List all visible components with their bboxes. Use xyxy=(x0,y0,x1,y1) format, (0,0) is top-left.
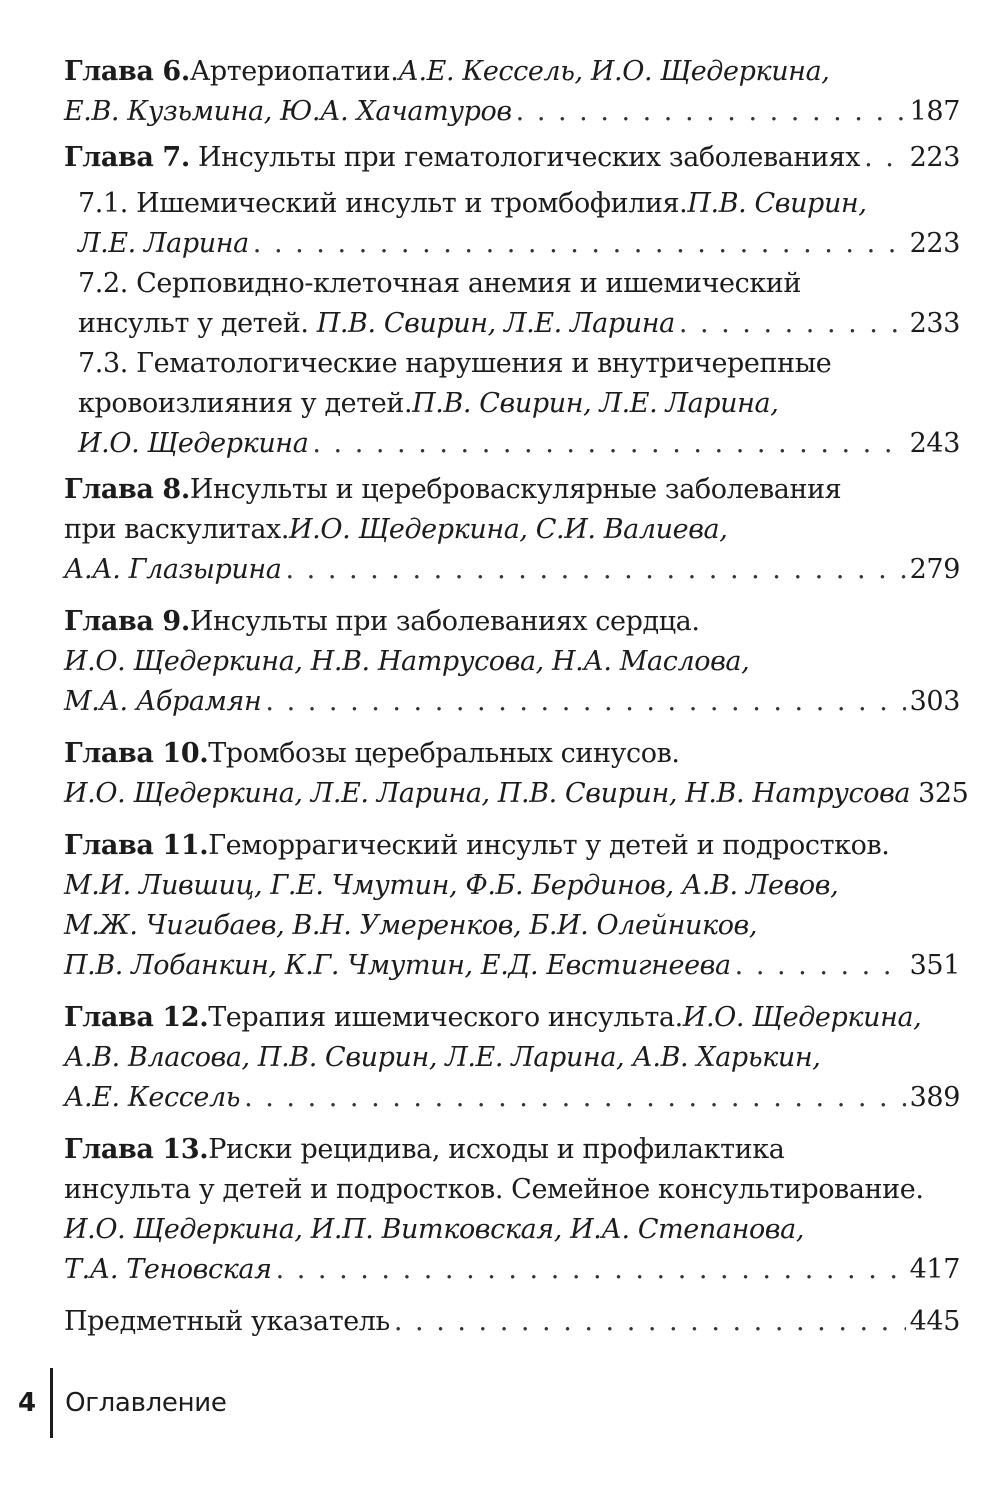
chapter-authors: П.В. Лобанкин, К.Г. Чмутин, Е.Д. Евстигнеева xyxy=(64,950,731,981)
chapter-label: Глава 13. xyxy=(64,1134,209,1165)
dot-leader xyxy=(285,550,905,590)
page-number: 303 xyxy=(909,686,960,717)
chapter-authors: Е.В. Кузьмина, Ю.А. Хачатуров xyxy=(64,96,512,127)
chapter-authors: И.О. Щедеркина, Л.Е. Ларина, П.В. Свирин, Н.В. Натрусова xyxy=(64,778,911,809)
toc-entry-chapter-10[interactable] xyxy=(64,734,969,814)
page-number: 351 xyxy=(909,950,960,981)
chapter-title: Тромбозы церебральных синусов. xyxy=(208,738,680,769)
toc-entry-section-7-2[interactable] xyxy=(78,264,960,344)
toc-entry-chapter-9[interactable] xyxy=(64,602,960,722)
dot-leader xyxy=(312,424,905,464)
section-title: 7.3. Гематологические нарушения и внутричерепные xyxy=(78,348,832,379)
chapter-title: Инсульты при заболеваниях сердца. xyxy=(189,606,700,637)
dot-leader xyxy=(276,1250,906,1290)
page-number: 389 xyxy=(909,1082,960,1113)
chapter-label: Глава 12. xyxy=(64,1002,209,1033)
dot-leader xyxy=(244,1078,906,1118)
section-title: 7.1. Ишемический инсульт и тромбофилия. xyxy=(78,188,688,219)
table-of-contents xyxy=(64,52,969,1342)
toc-entry-chapter-13[interactable] xyxy=(64,1130,960,1290)
section-authors: И.О. Щедеркина xyxy=(78,428,309,459)
footer-section-title: Оглавление xyxy=(65,1388,227,1418)
dot-leader xyxy=(735,946,906,986)
footer-page-number: 4 xyxy=(18,1388,37,1418)
chapter-label: Глава 9. xyxy=(64,606,190,637)
section-authors: Л.Е. Ларина xyxy=(78,228,249,259)
chapter-authors: А.В. Власова, П.В. Свирин, Л.Е. Ларина, А.В. Харькин, xyxy=(64,1042,821,1073)
page-footer xyxy=(18,1368,227,1438)
section-authors: П.В. Свирин, Л.Е. Ларина xyxy=(316,308,675,339)
chapter-title: при васкулитах. xyxy=(64,514,290,545)
page-number: 187 xyxy=(909,96,960,127)
toc-entry-chapter-12[interactable] xyxy=(64,998,960,1118)
toc-entry-chapter-7[interactable] xyxy=(64,138,960,178)
toc-entry-subject-index[interactable] xyxy=(64,1302,960,1342)
chapter-title: инсульта у детей и подростков. Семейное консультирование. xyxy=(64,1174,924,1205)
chapter-label: Глава 7. xyxy=(64,142,190,173)
chapter-authors: М.И. Лившиц, Г.Е. Чмутин, Ф.Б. Бердинов, А.В. Левов, xyxy=(64,870,839,901)
chapter-label: Глава 11. xyxy=(64,830,209,861)
section-authors: П.В. Свирин, xyxy=(687,188,867,219)
chapter-authors: И.О. Щедеркина, С.И. Валиева, xyxy=(289,514,728,545)
toc-entry-chapter-11[interactable] xyxy=(64,826,960,986)
chapter-label: Глава 6. xyxy=(64,56,190,87)
chapter-label: Глава 10. xyxy=(64,738,209,769)
section-title: инсульт у детей. xyxy=(78,308,317,339)
dot-leader xyxy=(679,304,906,344)
section-authors: П.В. Свирин, Л.Е. Ларина, xyxy=(412,388,779,419)
chapter-authors: А.Е. Кессель, И.О. Щедеркина, xyxy=(398,56,830,87)
section-title: кровоизлияния у детей. xyxy=(78,388,413,419)
chapter-label: Глава 8. xyxy=(64,474,190,505)
chapter-authors: И.О. Щедеркина, xyxy=(682,1002,922,1033)
page-number: 417 xyxy=(909,1254,960,1285)
chapter-authors: А.Е. Кессель xyxy=(64,1082,241,1113)
chapter-authors: А.А. Глазырина xyxy=(64,554,282,585)
chapter-title: Артериопатии. xyxy=(189,56,399,87)
chapter-title: Инсульты и цереброваскулярные заболевания xyxy=(189,474,842,505)
toc-entry-chapter-8[interactable] xyxy=(64,470,960,590)
section-title: 7.2. Серповидно-клеточная анемия и ишемический xyxy=(78,268,801,299)
index-title: Предметный указатель xyxy=(64,1306,390,1337)
chapter-title: Инсульты при гематологических заболеваниях xyxy=(189,142,861,173)
chapter-title: Риски рецидива, исходы и профилактика xyxy=(208,1134,785,1165)
dot-leader xyxy=(394,1302,906,1342)
chapter-authors: М.А. Абрамян xyxy=(64,686,262,717)
page-number: 223 xyxy=(909,228,960,259)
page-number: 325 xyxy=(918,778,969,809)
dot-leader xyxy=(253,224,906,264)
toc-entry-section-7-3[interactable] xyxy=(78,344,960,464)
page-number: 223 xyxy=(909,142,960,173)
toc-entry-section-7-1[interactable] xyxy=(78,184,960,264)
dot-leader xyxy=(864,138,906,178)
chapter-authors: Т.А. Теновская xyxy=(64,1254,272,1285)
page-number: 279 xyxy=(909,554,960,585)
chapter-title: Геморрагический инсульт у детей и подростков. xyxy=(208,830,890,861)
chapter-authors: М.Ж. Чигибаев, В.Н. Умеренков, Б.И. Олейников, xyxy=(64,910,758,941)
dot-leader xyxy=(265,682,905,722)
page-number: 233 xyxy=(909,308,960,339)
chapter-authors: И.О. Щедеркина, И.П. Витковская, И.А. Степанова, xyxy=(64,1214,805,1245)
page-number: 243 xyxy=(909,428,960,459)
page-number: 445 xyxy=(909,1306,960,1337)
chapter-authors: И.О. Щедеркина, Н.В. Натрусова, Н.А. Маслова, xyxy=(64,646,750,677)
toc-entry-chapter-6[interactable] xyxy=(64,52,960,132)
chapter-title: Терапия ишемического инсульта. xyxy=(208,1002,683,1033)
dot-leader xyxy=(516,92,906,132)
